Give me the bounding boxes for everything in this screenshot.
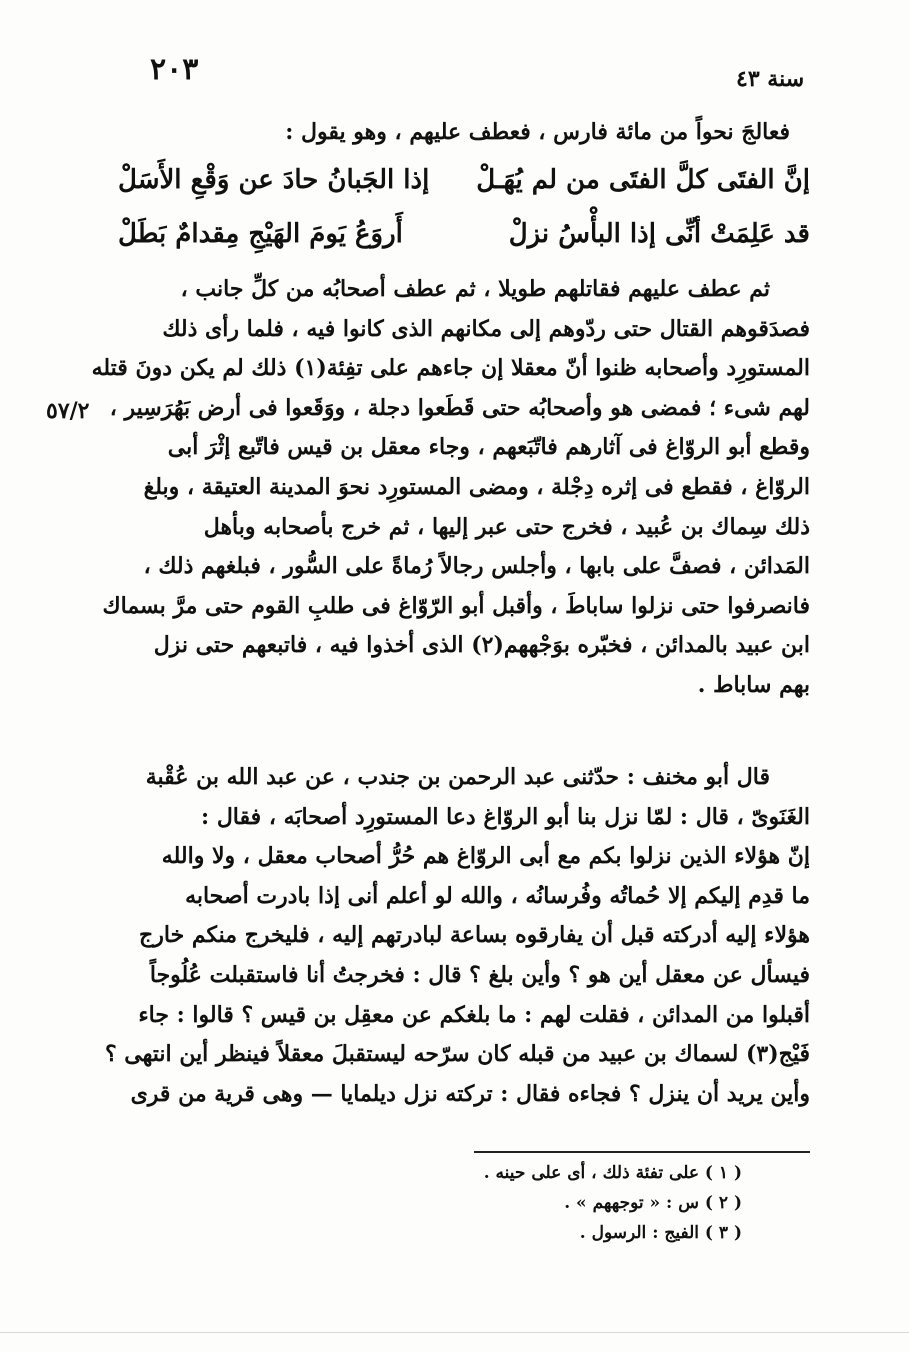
text-line: الغَنَوىّ ، قال : لمّا نزل بنا أبو الروّاغ دعا المستورِد أصحابَه ، فقال :: [201, 803, 810, 830]
text-line: لهم شىء ؛ فمضى هو وأصحابُه حتى قَطَعوا دجلة ، ووَقَعوا فى أرض بَهُرَسِير ،: [109, 394, 810, 421]
text-line: المَدائن ، فصفَّ على بابها ، وأجلس رجالاً رُماةً على السُّور ، فبلغهم ذلك ،: [143, 553, 810, 580]
verse-second-hemistich: أَروَعُ يَومَ الهَيْجِ مِقدامٌ بَطَلْ: [118, 219, 403, 249]
text-line: فانصرفوا حتى نزلوا ساباطَ ، وأقبل أبو الرّوّاغ فى طلبِ القوم حتى مرَّ بسماك: [102, 592, 810, 619]
footnote-1: ( ١ ) على تفئة ذلك ، أى على حينه .: [483, 1163, 742, 1183]
text-line: قال أبو مخنف : حدّثنى عبد الرحمن بن جندب ، عن عبد الله بن عُقْبة: [145, 764, 770, 790]
verse-second-hemistich: إذا الجَبانُ حادَ عن وَقْعِ الأَسَلْ: [118, 165, 430, 195]
page-number: ٢٠٣: [150, 52, 199, 87]
footnote-2: ( ٢ ) س : « توجههم » .: [564, 1193, 742, 1213]
footnote-3: ( ٣ ) الفيج : الرسول .: [579, 1223, 742, 1243]
text-line: ابن عبيد بالمدائن ، فخبّره بوَجْههم(٢) الذى أخذوا فيه ، فاتبعهم حتى نزل: [153, 632, 810, 659]
intro-line: فعالجَ نحواً من مائة فارس ، فعطف عليهم ، وهو يقول :: [285, 119, 790, 145]
text-line: فيسأل عن معقل أين هو ؟ وأين بلغ ؟ قال : فخرجتُ أنا فاستقبلت عُلُوجاً: [149, 961, 810, 988]
text-line: إنّ هؤلاء الذين نزلوا بكم مع أبى الروّاغ هم حُرُّ أصحاب معقل ، ولا والله: [161, 843, 810, 870]
verse-first-hemistich: إنَّ الفتَى كلَّ الفتَى من لم يُهَـلْ: [476, 165, 810, 195]
verse-line: [118, 160, 810, 204]
text-line: ثم عطف عليهم فقاتلهم طويلا ، ثم عطف أصحابُه من كلِّ جانب ،: [180, 276, 770, 302]
body-paragraph-2: [104, 758, 810, 1114]
text-line: بهم ساباط .: [697, 671, 810, 698]
text-line: فَيْج(٣) لسماك بن عبيد من قبله كان سرّحه ليستقبلَ معقلاً فينظر أين انتهى ؟: [104, 1041, 810, 1068]
text-line: ذلك سِماك بن عُبيد ، فخرج حتى عبر إليها ، ثم خرج بأصحابه وبأهل: [203, 513, 810, 540]
footnotes: [400, 1158, 742, 1248]
text-line: الروّاغ ، فقطع فى إثره دِجْلة ، ومضى المستورِد نحوَ المدينة العتيقة ، وبلغ: [143, 473, 810, 500]
footnote-divider: [474, 1151, 810, 1153]
text-line: وقطع أبو الروّاغ فى آثارهم فاتّبَعهم ، وجاء معقل بن قيس فاتّبع إثْرَ أبى: [167, 434, 810, 461]
text-line: المستورِد وأصحابه ظنوا أنّ معقلا إن جاءهم على تفِئة(١) ذلك لم يكن دونَ قتله: [91, 355, 810, 382]
text-line: هؤلاء إليه أدركته قبل أن يفارقوه بساعة لبادرتهم إليه ، فليخرج منكم خارج: [139, 922, 810, 949]
body-paragraph-1: [91, 270, 810, 706]
text-line: فصدَقوهم القتال حتى ردّوهم إلى مكانهم الذى كانوا فيه ، فلما رأى ذلك: [162, 315, 810, 342]
text-line: أقبلوا من المدائن ، فقلت لهم : ما بلغكم عن معقِل بن قيس ؟ قالوا : جاء: [138, 1001, 810, 1028]
text-line: وأين يريد أن ينزل ؟ فجاءه فقال : تركته نزل ديلمايا — وهى قرية من قرى: [130, 1080, 810, 1107]
page-edge-line: [0, 1332, 909, 1333]
verse-first-hemistich: قد عَلِمَتْ أنِّى إذا البأْسُ نزلْ: [508, 219, 810, 249]
text-line: ما قدِم إليكم إلا حُماتُه وفُرسانُه ، والله لو أعلم أنى إذا بادرت أصحابه: [185, 882, 810, 909]
margin-reference: ٥٧/٢: [46, 398, 90, 424]
running-header-year: سنة ٤٣: [736, 66, 805, 92]
verse-line: [118, 214, 810, 258]
